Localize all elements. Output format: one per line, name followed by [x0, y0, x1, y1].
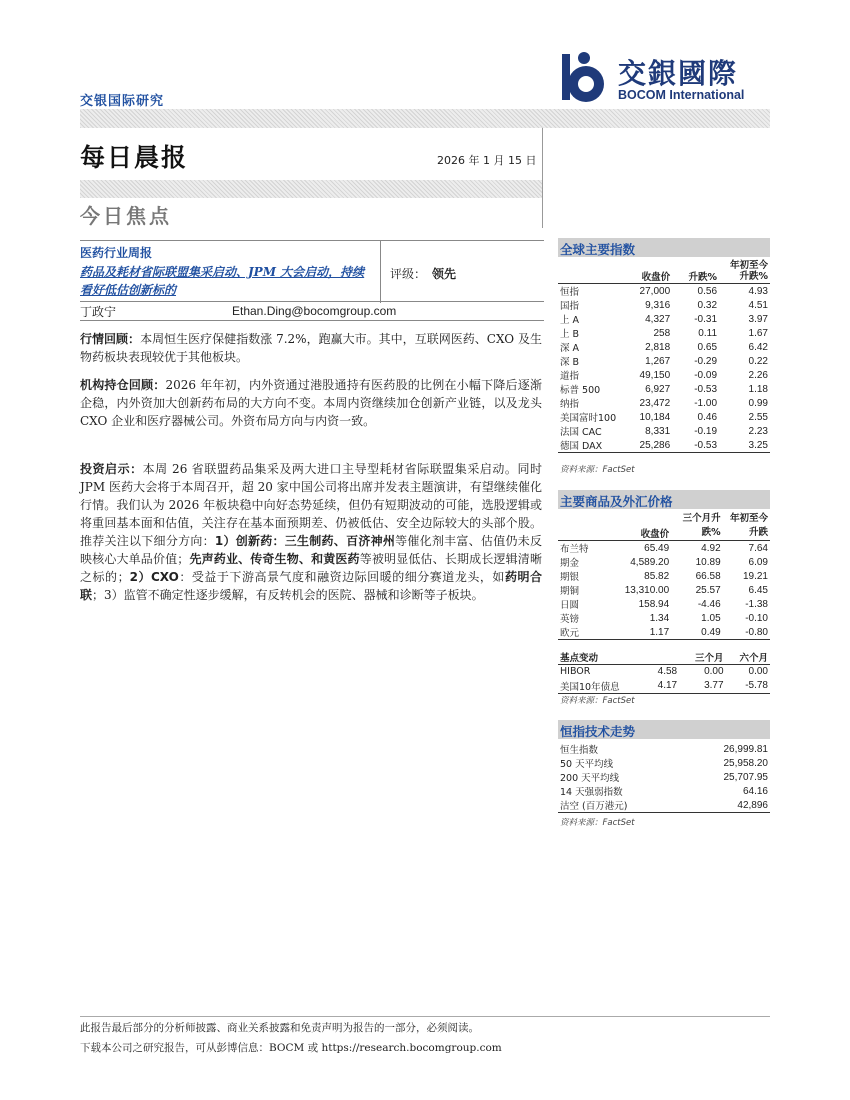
table-row: 德国 DAX 25,286 -0.53 3.25 — [560, 439, 768, 452]
author-name: 丁政宁 — [80, 305, 117, 319]
footer-download-info: 下载本公司之研究报告，可从彭博信息：BOCM 或 https://research.bocomgroup.com — [80, 1042, 502, 1054]
table-row: 上 B 258 0.11 1.67 — [560, 327, 768, 340]
table-row: 50 天平均线 25,958.20 — [560, 757, 768, 770]
rating — [390, 265, 456, 282]
table-row: 美国富时100 10,184 0.46 2.55 — [560, 411, 768, 424]
table-row: 200 天平均线 25,707.95 — [560, 771, 768, 784]
hsi-tech-title: 恒指技术走势 — [558, 720, 770, 739]
table-row: 英镑 1.34 1.05 -0.10 — [560, 612, 768, 625]
table-row: 日圆 158.94 -4.46 -1.38 — [560, 598, 768, 611]
table-row: 欧元 1.17 0.49 -0.80 — [560, 626, 768, 639]
header-divider — [542, 128, 543, 228]
page-title: 每日晨报 — [80, 143, 189, 172]
paragraph-label: 行情回顾： — [80, 332, 141, 346]
commodities-table — [558, 512, 770, 640]
table-row: 法国 CAC 8,331 -0.19 2.23 — [560, 425, 768, 438]
indices-title: 全球主要指数 — [558, 238, 770, 257]
rating-label: 评级： — [390, 267, 427, 281]
hsi-tech-table — [558, 742, 770, 813]
footer-disclaimer: 此报告最后部分的分析师披露、商业关系披露和免责声明为报告的一部分，必须阅读。 — [80, 1022, 479, 1034]
commodities-source: 资料来源：FactSet — [560, 696, 635, 706]
report-headline-link[interactable]: 药品及耗材省际联盟集采启动、JPM 大会启动，持续看好低估创新标的 — [80, 265, 365, 297]
table-row: 标普 500 6,927 -0.53 1.18 — [560, 383, 768, 396]
paragraph-label: 投资启示： — [80, 462, 143, 476]
market-review-paragraph: 行情回顾：本周恒生医疗保健指数涨 7.2%，跑赢大市。其中，互联网医药、CXO 及生物药板块表现较优于其他板块。 — [80, 332, 542, 364]
table-row: 美国10年债息 4.17 3.77 -5.78 — [560, 680, 768, 693]
table-row: 国指 9,316 0.32 4.51 — [560, 299, 768, 312]
rating-value: 领先 — [432, 267, 457, 281]
footer-divider — [80, 1016, 770, 1017]
header-band — [80, 109, 770, 128]
report-date: 2026 年 1 月 15 日 — [437, 154, 537, 167]
table-header: 收盘价 三个月升跌% 年初至今升跌 — [558, 512, 770, 541]
table-row: 14 天强弱指数 64.16 — [560, 785, 768, 798]
author-email[interactable]: Ethan.Ding@bocomgroup.com — [232, 304, 397, 318]
rates-table — [558, 650, 770, 694]
table-row: 上 A 4,327 -0.31 3.97 — [560, 313, 768, 326]
report-summary-box — [80, 240, 544, 302]
paragraph-label: 机构持仓回顾： — [80, 378, 166, 392]
logo-text-cn: 交銀國際 — [618, 57, 739, 90]
table-row: 布兰特 65.49 4.92 7.64 — [560, 542, 768, 555]
table-row: 深 A 2,818 0.65 6.42 — [560, 341, 768, 354]
table-row: HIBOR 4.58 0.00 0.00 — [560, 666, 768, 678]
logo-text-en: BOCOM International — [618, 88, 745, 102]
table-row: 期铜 13,310.00 25.57 6.45 — [560, 584, 768, 597]
table-row: 道指 49,150 -0.09 2.26 — [560, 369, 768, 382]
focus-band — [80, 180, 542, 198]
table-row: 恒指 27,000 0.56 4.93 — [560, 285, 768, 298]
holdings-review-paragraph: 机构持仓回顾：2026 年年初，内外资通过港股通持有医药股的比例在小幅下降后逐渐企稳，内外资加大创新药布局的大方向不变。本周内资继续加仓创新产业链，以及龙头 CXO 企业和医疗器械公司。外资布局方向与内资一致。 — [80, 378, 542, 428]
table-row: 期金 4,589.20 10.89 6.09 — [560, 556, 768, 569]
bocom-logo — [558, 50, 770, 106]
indices-source: 资料来源：FactSet — [560, 465, 635, 475]
focus-heading: 今日焦点 — [80, 204, 172, 228]
table-row: 沽空 (百万港元) 42,896 — [560, 799, 768, 812]
table-row: 恒生指数 26,999.81 — [560, 743, 768, 756]
table-row: 深 B 1,267 -0.29 0.22 — [560, 355, 768, 368]
bocom-logo-mark-icon — [558, 50, 614, 106]
table-row: 期银 85.82 66.58 19.21 — [560, 570, 768, 583]
brand-label: 交银国际研究 — [80, 94, 165, 109]
commodities-title: 主要商品及外汇价格 — [558, 490, 770, 509]
table-header: 基点变动 三个月 六个月 — [558, 650, 770, 665]
author-row — [80, 303, 544, 321]
report-section: 医药行业周报 — [80, 246, 153, 260]
table-row: 纳指 23,472 -1.00 0.99 — [560, 397, 768, 410]
box-divider — [380, 241, 381, 303]
indices-table — [558, 260, 770, 453]
investment-insight-paragraph: 投资启示：本周 26 省联盟药品集采及两大进口主导型耗材省际联盟集采启动。同时 JPM 医药大会将于本周召开，超 20 家中国公司将出席并发表主题演讲，有望继续催化行情。我们认为 2026 年板块稳中向好态势延续，但仍有短期波动的可能，选股逻辑或将重回基本面和估值，关注存在基本面预期差、仍被低估、安全边际较大的头部个股。推荐关注以下细分方向：1）创新药：三生制药、百济神州等催化剂丰富、估值仍未反映核心大单品价值；先声药业、传奇生物、和黄医药等被明显低估、长期成长逻辑清晰之标的；2）CXO：受益于下游高景气度和融资边际回暖的细分赛道龙头，如药明合联；3）监管不确定性逐步缓解，有反转机会的医院、器械和诊断等子板块。 — [80, 462, 542, 602]
table-header: 收盘价 升跌% 年初至今升跌% — [558, 260, 770, 284]
hsi-tech-source: 资料来源：FactSet — [560, 818, 635, 828]
